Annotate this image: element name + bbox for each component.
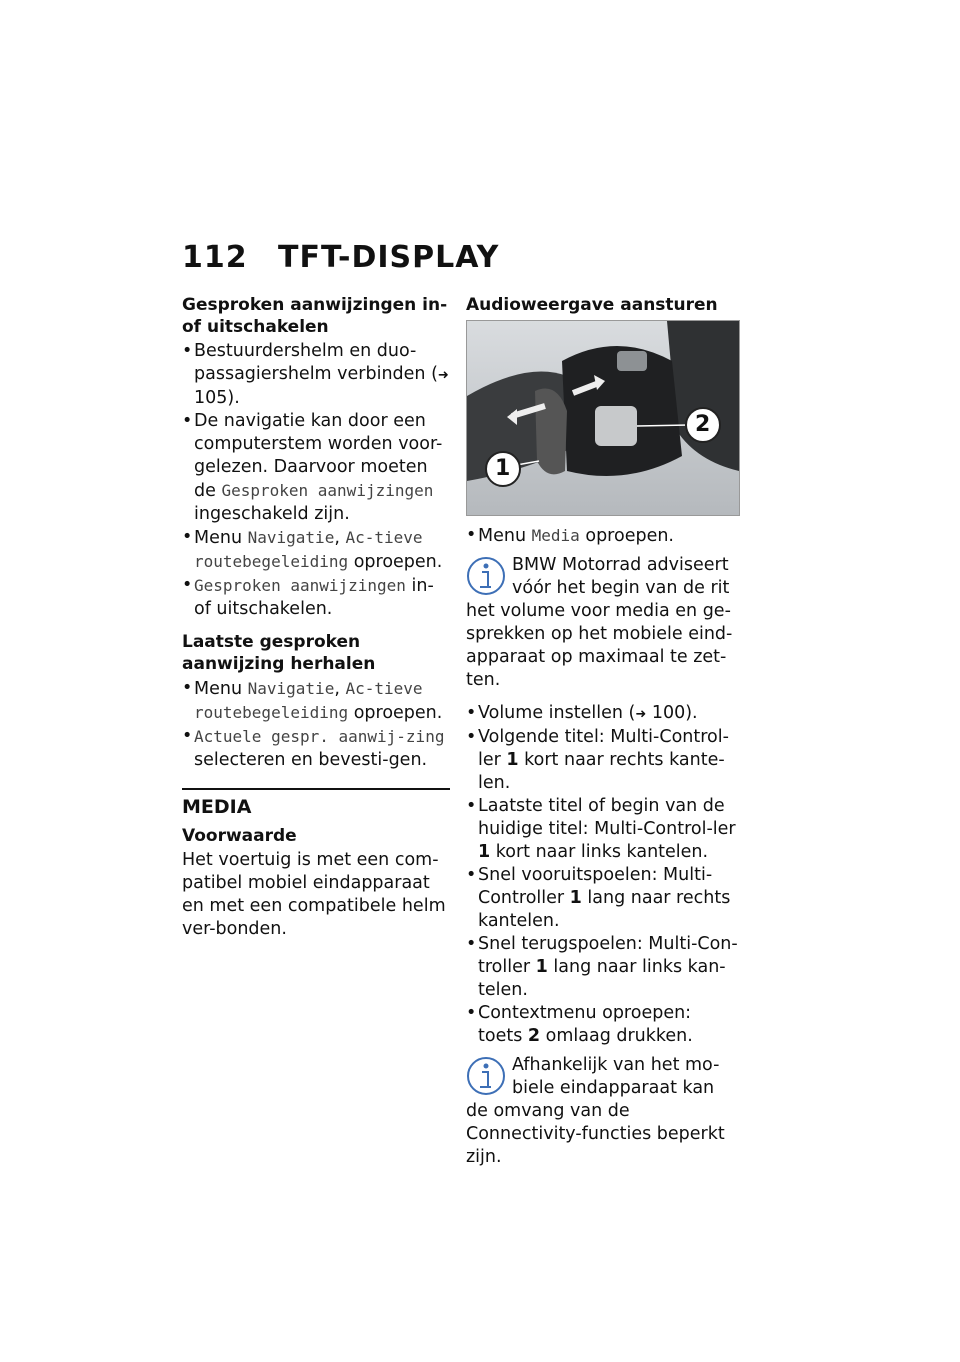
- arrow-ref-icon: ➜: [635, 707, 647, 722]
- list-item: • Contextmenu oproepen: toets 2 omlaag drukken.: [466, 1002, 738, 1048]
- left-column: [182, 294, 450, 941]
- list-item: • Menu Navigatie, Ac-tieve routebegeleiding oproepen.: [182, 526, 450, 574]
- audio-list: [466, 702, 738, 1048]
- section-heading-audio: Audioweergave aansturen: [466, 295, 718, 315]
- audio-list-top: [466, 524, 738, 548]
- callout-1-label: 1: [495, 456, 511, 481]
- media-title: MEDIA: [182, 796, 252, 818]
- section-heading-voice-guidance: Gesproken aanwijzingen in- of uitschakelen: [182, 295, 448, 337]
- list-item: • Menu Media oproepen.: [466, 524, 738, 548]
- page-number: 112: [182, 240, 248, 275]
- list-item: • Snel vooruitspoelen: Multi-Controller 1 lang naar rechts kantelen.: [466, 864, 738, 933]
- condition-heading: Voorwaarde: [182, 826, 297, 846]
- info-note: [466, 1054, 738, 1169]
- section-heading-repeat-guidance: Laatste gesproken aanwijzing herhalen: [182, 632, 376, 674]
- list-item: • Laatste titel of begin van de huidige titel: Multi-Control-ler 1 kort naar links kantelen.: [466, 795, 738, 864]
- list-item: • Actuele gespr. aanwij-zing selecteren en bevesti-gen.: [182, 725, 450, 772]
- info-note-text: BMW Motorrad adviseert vóór het begin van de rit het volume voor media en ge-sprekken op het mobiele eind-apparaat op maximaal te zet-ten.: [466, 555, 733, 690]
- info-icon: [466, 1054, 506, 1098]
- info-note: [466, 554, 738, 692]
- list-item: • Volume instellen (➜ 100).: [466, 702, 738, 726]
- arrow-ref-icon: ➜: [437, 368, 449, 383]
- info-icon: [466, 554, 506, 598]
- repeat-guidance-list: [182, 677, 450, 772]
- handlebar-controls-photo: [466, 320, 740, 516]
- right-column: [466, 294, 738, 1179]
- list-item: • Bestuurdershelm en duo-passagiershelm verbinden (➜ 105).: [182, 340, 450, 410]
- list-item: • Gesproken aanwijzingen in- of uitschakelen.: [182, 574, 450, 621]
- page-header: [182, 240, 499, 275]
- callout-2-label: 2: [695, 412, 711, 437]
- list-item: • De navigatie kan door een computerstem worden voor-gelezen. Daarvoor moeten de Gesproken aanwijzingen ingeschakeld zijn.: [182, 410, 450, 526]
- section-divider: [182, 788, 450, 790]
- list-item: • Snel terugspoelen: Multi-Con-troller 1 lang naar links kan-telen.: [466, 933, 738, 1002]
- chapter-title: TFT-DISPLAY: [278, 240, 500, 275]
- list-item: • Menu Navigatie, Ac-tieve routebegeleiding oproepen.: [182, 677, 450, 725]
- info-note-text: Afhankelijk van het mo-biele eindapparaat kan de omvang van de Connectivity-functies beperkt zijn.: [466, 1055, 725, 1167]
- list-item: • Volgende titel: Multi-Control-ler 1 kort naar rechts kante-len.: [466, 726, 738, 795]
- voice-guidance-list: [182, 340, 450, 621]
- condition-text: Het voertuig is met een com-patibel mobiel eindapparaat en met een compatibele helm ver-bonden.: [182, 850, 446, 939]
